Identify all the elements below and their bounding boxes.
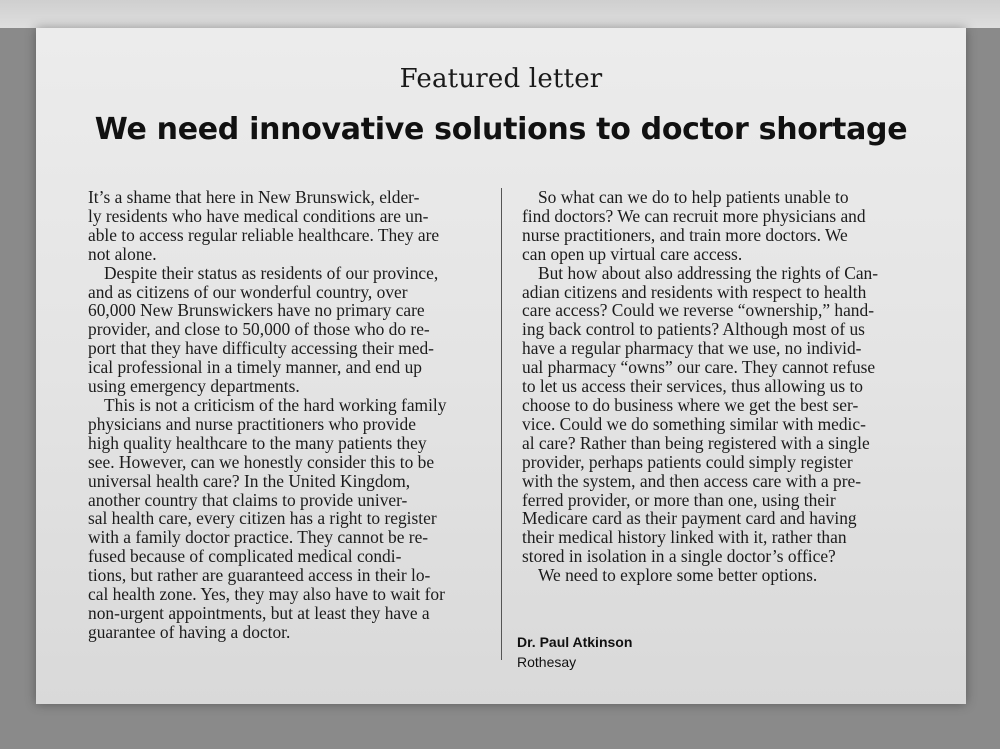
text-line: with the system, and then access care with a pre-: [522, 470, 861, 491]
text-line: see. However, can we honestly consider this to be: [88, 451, 435, 472]
text-line: ual pharmacy “owns” our care. They cannot refuse: [522, 357, 876, 378]
newspaper-clipping: [36, 28, 966, 704]
text-line: care access? Could we reverse “ownership,” hand-: [522, 300, 874, 321]
text-line: find doctors? We can recruit more physicians and: [522, 205, 866, 226]
text-line: high quality healthcare to the many patients they: [88, 432, 427, 453]
text-line: We need to explore some better options.: [538, 565, 818, 586]
text-line: can open up virtual care access.: [522, 243, 743, 264]
text-line: and as citizens of our wonderful country, over: [88, 281, 408, 302]
text-line: But how about also addressing the rights of Can-: [538, 262, 879, 283]
text-line: This is not a criticism of the hard working family: [104, 394, 447, 415]
text-line: with a family doctor practice. They cannot be re-: [88, 527, 429, 548]
text-line: using emergency departments.: [88, 376, 300, 397]
text-line: sal health care, every citizen has a right to register: [88, 508, 437, 529]
text-line: vice. Could we do something similar with medic-: [522, 413, 866, 434]
text-line: port that they have difficulty accessing their med-: [88, 338, 434, 359]
author-location: Rothesay: [517, 654, 577, 670]
text-line: another country that claims to provide univer-: [88, 489, 408, 510]
text-line: al care? Rather than being registered with a single: [522, 432, 870, 453]
right-column: [522, 188, 932, 585]
section-kicker: Featured letter: [399, 64, 603, 94]
text-line: fused because of complicated medical condi-: [88, 546, 402, 567]
text-line: able to access regular reliable healthcare. They are: [88, 224, 440, 245]
letter-signature: [517, 632, 632, 672]
text-line: ical professional in a timely manner, and end up: [88, 357, 422, 378]
text-line: Medicare card as their payment card and having: [522, 508, 857, 529]
text-line: adian citizens and residents with respect to health: [522, 281, 867, 302]
text-line: cal health zone. Yes, they may also have to wait for: [88, 584, 445, 605]
text-line: 60,000 New Brunswickers have no primary care: [88, 300, 425, 321]
text-line: universal health care? In the United Kingdom,: [88, 470, 411, 491]
text-line: nurse practitioners, and train more doctors. We: [522, 224, 848, 245]
page-edge: [0, 0, 1000, 28]
text-line: guarantee of having a doctor.: [88, 621, 291, 642]
text-line: stored in isolation in a single doctor’s office?: [522, 546, 836, 567]
text-line: ferred provider, or more than one, using their: [522, 489, 836, 510]
text-line: Despite their status as residents of our province,: [104, 262, 439, 283]
text-line: their medical history linked with it, rather than: [522, 527, 847, 548]
text-line: physicians and nurse practitioners who provide: [88, 413, 416, 434]
column-divider: [501, 188, 502, 660]
author-name: Dr. Paul Atkinson: [517, 634, 633, 650]
text-line: provider, perhaps patients could simply register: [522, 451, 853, 472]
text-line: ing back control to patients? Although most of us: [522, 319, 865, 340]
left-column: [88, 188, 490, 642]
text-line: have a regular pharmacy that we use, no individ-: [522, 338, 862, 359]
text-line: tions, but rather are guaranteed access in their lo-: [88, 565, 431, 586]
text-line: provider, and close to 50,000 of those who do re-: [88, 319, 430, 340]
text-line: not alone.: [88, 243, 157, 264]
text-line: choose to do business where we get the best ser-: [522, 394, 859, 415]
text-line: ly residents who have medical conditions are un-: [88, 205, 429, 226]
headline: We need innovative solutions to doctor shortage: [94, 112, 908, 147]
text-line: non-urgent appointments, but at least they have a: [88, 602, 430, 623]
text-line: It’s a shame that here in New Brunswick, elder-: [88, 187, 420, 207]
text-line: So what can we do to help patients unable to: [538, 187, 849, 207]
text-line: to let us access their services, thus allowing us to: [522, 376, 863, 397]
